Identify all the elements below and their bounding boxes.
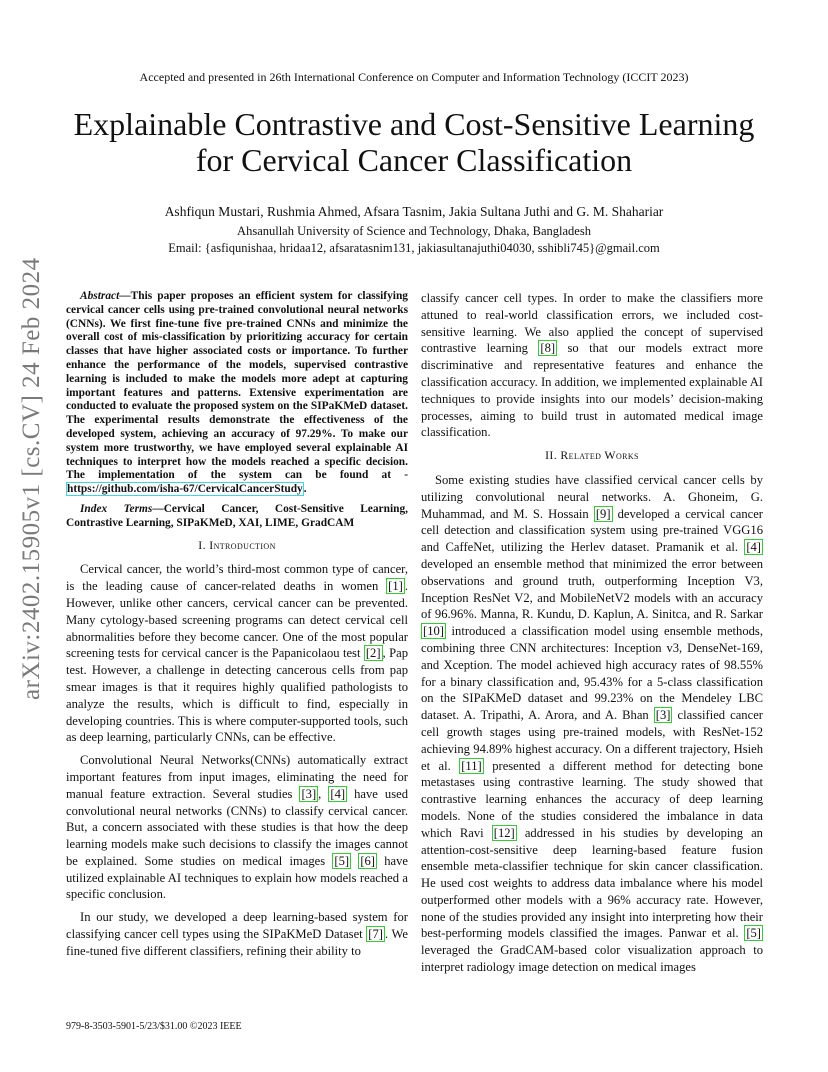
citation-link[interactable]: [7] — [368, 927, 383, 942]
text-run: , — [318, 786, 329, 801]
citation-link[interactable]: [9] — [595, 506, 611, 521]
text-run: Convolutional Neural Networks(CNNs) automatically extract important features from input images, eliminating the need for manual feature extraction. Several studies — [66, 753, 408, 801]
text-run: . We fine-tuned five different classifiers, refining their ability to — [66, 927, 408, 958]
text-run: , Pap test. However, a challenge in detecting cancerous cells from pap smear images is that it requires highly qualified pathologists to analyze the results, which is difficult to find, especially in developing countries. This is where computer-supported tools, such as deep learning, particularly CNNs, can be effective. — [66, 646, 408, 745]
index-terms-label: Index Terms — [80, 502, 153, 515]
text-run: leveraged the GradCAM-based color visualization approach to interpret radiology image detection on medical images — [421, 943, 763, 975]
github-link[interactable]: https://github.com/isha-67/CervicalCancerStudy — [67, 483, 303, 496]
text-run: classify cancer cell types. In order to make the classifiers more attuned to real-world classification errors, we included cost-sensitive learning. We also applied the concept of supervised contrastive learning — [421, 291, 763, 356]
text-run: presented a different method for detecting bone metastases using contrastive learning. The study showed that contrastive learning enhances the accuracy of deep learning models. None of the studies considered the imbalance in data which Ravi — [421, 758, 763, 840]
intro-paragraph-3 — [66, 909, 408, 959]
arxiv-identifier: arXiv:2402.15905v1 [cs.CV] 24 Feb 2024 — [18, 257, 45, 700]
abstract — [66, 290, 408, 497]
section-heading-related-works: II. Related Works — [545, 448, 639, 463]
intro-paragraph-3-continued — [421, 290, 763, 441]
citation-link[interactable]: [4] — [746, 540, 761, 555]
left-column — [66, 290, 408, 966]
citation-link[interactable]: [10] — [423, 624, 444, 639]
text-run: developed a cervical cancer cell detection and classification system using pre-trained VGG16 and CaffeNet, utilizing the Herlev dataset. Pramanik et al. — [421, 506, 763, 555]
text-run: have utilized explainable AI techniques to explain how models reached a specific conclusion. — [66, 853, 409, 902]
text-run: developed an ensemble method that minimized the error between observations and ground truth, outperforming Inception V3, Inception ResNet V2, and MobileNetV2 models with an accuracy of 96.96%. Manna, R. Kundu, D. Kaplun, A. Sinitca, and R. Sarkar — [421, 556, 763, 622]
affiliation: Ahsanullah University of Science and Technology, Dhaka, Bangladesh — [237, 224, 591, 238]
citation-link[interactable]: [5] — [334, 853, 350, 868]
text-run: classified cancer cell growth stages using pre-trained models, with ResNet-152 achieving 94.89% highest accuracy. On a different trajectory, Hsieh et al. — [421, 708, 763, 773]
citation-link[interactable]: [3] — [655, 708, 671, 723]
text-run: so that our models extract more discriminative and representative features and enhance the classification accuracy. In addition, we implemented explainable AI techniques to provide insights into our models’ decision-making processes, aiming to build trust in automated medical image classification. — [421, 341, 764, 440]
index-terms-text: —Cervical Cancer, Cost-Sensitive Learning, Contrastive Learning, SIPaKMeD, XAI, LIME, GradCAM — [66, 502, 408, 529]
email-line: Email: {asfiqunishaa, hridaa12, afsaratasnim131, jakiasultanajuthi04030, sshibli745}@gmail.com — [168, 241, 660, 255]
section-heading-introduction: I. Introduction — [198, 537, 276, 552]
text-run: Cervical cancer, the world’s third-most common type of cancer, is the leading cause of cancer-related deaths in women — [66, 562, 408, 594]
text-run: . However, unlike other cancers, cervical cancer can be prevented. Many cytology-based screening programs can detect cervical cell abnormalities before they become cancer. One of the most popular screening tests for cervical cancer is the Papanicolaou test — [66, 579, 408, 661]
abstract-end: . — [303, 483, 307, 496]
citation-link[interactable]: [3] — [301, 786, 317, 801]
conference-note: Accepted and presented in 26th International Conference on Computer and Information Technology (ICCIT 2023) — [139, 70, 689, 84]
citation-link[interactable]: [1] — [388, 579, 403, 594]
citation-link[interactable]: [4] — [330, 786, 346, 801]
citation-link[interactable]: [12] — [493, 825, 515, 840]
abstract-dash: — — [119, 290, 131, 302]
citation-link[interactable]: [2] — [365, 646, 381, 661]
paper-title: Explainable Contrastive and Cost-Sensitive Learning for Cervical Cancer Classification — [73, 106, 755, 178]
citation-link[interactable]: [6] — [360, 853, 375, 868]
text-run: addressed in his studies by developing an attention-cost-sensitive deep learning-based feature fusion ensemble meta-classifier technique for skin cancer classification. He used cost weights to address data imbalance where his model outperformed other models with a 96% accuracy rate. However, none of the studies provided any insight into interpreting how their best-performing models classified the images. Panwar et al. — [421, 825, 763, 941]
abstract-label: Abstract — [80, 290, 120, 302]
text-run: In our study, we developed a deep learning-based system for classifying cancer cell types using the SIPaKMeD Dataset — [66, 910, 408, 942]
citation-link[interactable]: [11] — [461, 758, 482, 773]
text-run: Some existing studies have classified cervical cancer cells by utilizing convolutional neural networks. A. Ghoneim, G. Muhammad, and M. S. Hossain — [421, 472, 763, 521]
author-list: Ashfiqun Mustari, Rushmia Ahmed, Afsara Tasnim, Jakia Sultana Juthi and G. M. Shahariar — [164, 204, 664, 219]
text-run: have used convolutional neural networks (CNNs) to classify cervical cancer. But, a concern associated with these studies is that how the deep learning models make such decisions to classify the images cannot be explained. Some studies on medical images — [66, 786, 409, 868]
right-column — [421, 290, 763, 982]
citation-link[interactable]: [5] — [746, 926, 761, 941]
intro-paragraph-1 — [66, 561, 408, 746]
related-works-paragraph — [421, 472, 763, 976]
index-terms — [66, 503, 408, 531]
citation-link[interactable]: [8] — [540, 341, 556, 356]
text-run: introduced a classification model using ensemble methods, combining three CNN architectures: Inception v3, DenseNet-169, and Xception. The model achieved high accuracy rates of 98.55% for a binary classification and, 95.43% for a 5-class classification on the SIPaKMeD dataset and 99.23% on the Mendeley LBC dataset. A. Tripathi, A. Arora, and A. Bhan — [421, 624, 763, 723]
intro-paragraph-2 — [66, 752, 408, 903]
abstract-text: This paper proposes an efficient system for classifying cervical cancer cells using pre-trained convolutional neural networks (CNNs). We first fine-tune five pre-trained CNNs and minimize the overall cost of mis-classification by prioritizing accuracy for certain classes that have higher associated costs or importance. To further enhance the performance of the models, supervised contrastive learning is included to make the models more adept at capturing important features and patterns. Extensive experimentation are conducted to evaluate the proposed system on the SIPaKMeD dataset. The experimental results demonstrate the effectiveness of the developed system, achieving an accuracy of 97.29%. To make our system more trustworthy, we have employed several explainable AI techniques to interpret how the models reached a specific decision. The implementation of the system can be found at - — [66, 290, 408, 482]
copyright-footer: 979-8-3503-5901-5/23/$31.00 ©2023 IEEE — [66, 1021, 242, 1032]
